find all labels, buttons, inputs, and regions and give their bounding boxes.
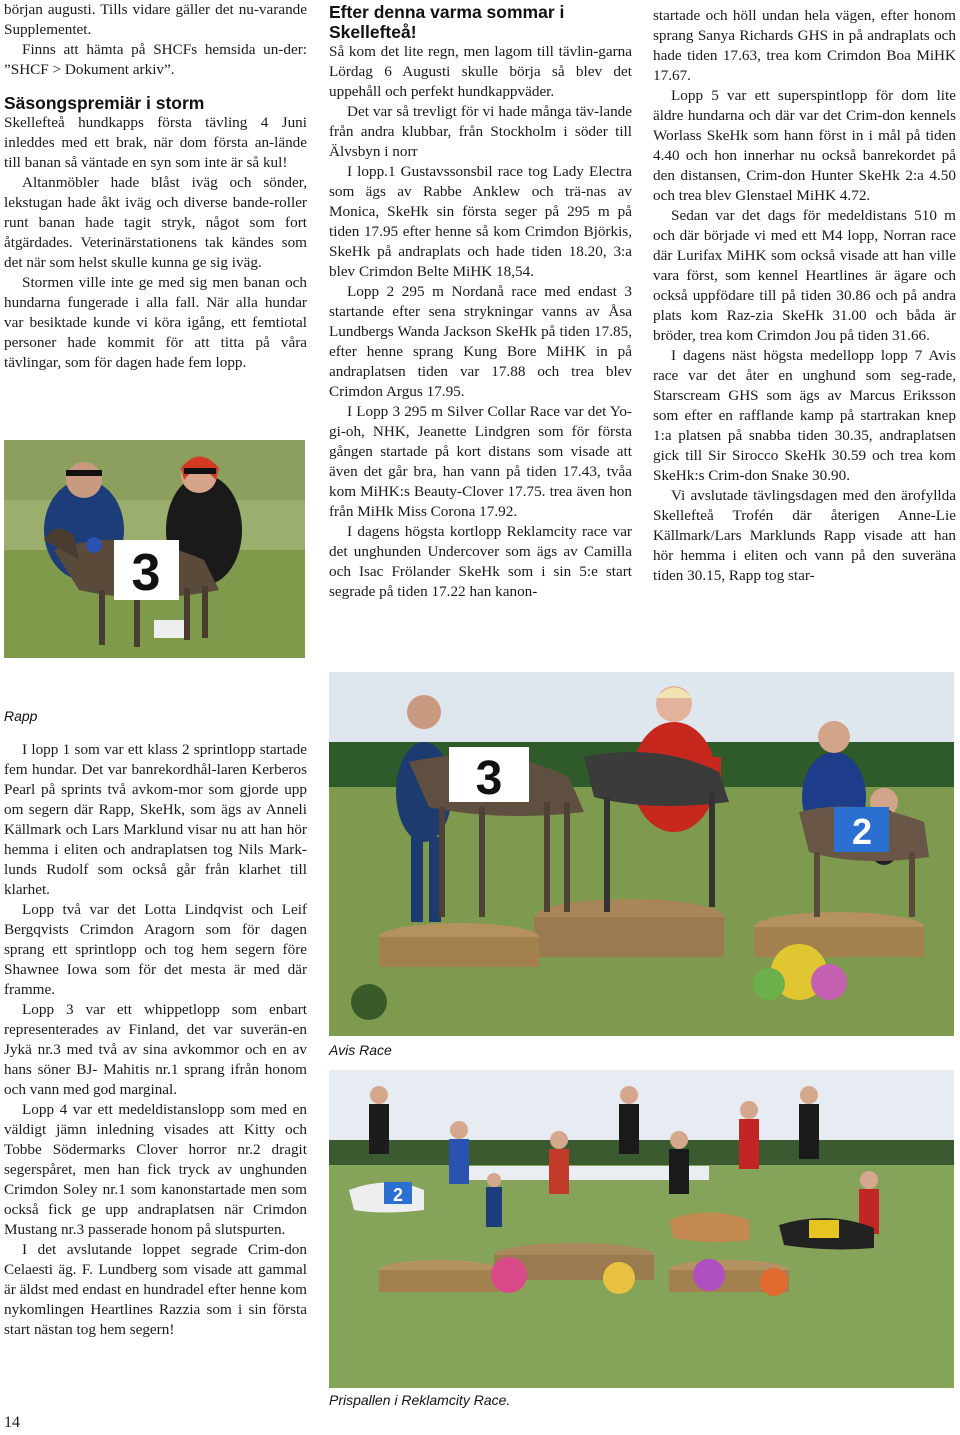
paragraph: Lopp 4 var ett medeldistanslopp som med en väldigt jämn inledning visades att Kitty och Tobbe Södermarks Clover horror nr.2 dragit segerspåret, men han fick tryck av unghunden Crimdon Soley nr.1 som kanonstartade men som också fick ge upp andraplatsen när Crimdon Mustang nr.3 passerade honom på slutspurten. [4,1101,307,1238]
paragraph: Stormen ville inte ge med sig men banan och hundarna fungerade i alla fall. När alla hundar var besiktade kunde vi köra igång, ett femtiotal personer hade kommit för att titta på våra tävlingar, som för dagen hade fem lopp. [4,274,307,371]
paragraph: Lopp 2 295 m Nordanå race med endast 3 startande efter sena strykningar vanns av Åsa Lundbergs Wanda Jackson SkeHk på tiden 17.85, efter henne sprang Kung Bore MiHK in på andraplatsen tiden var 17.88 och trea blev Crimdon Argus 17.95. [329,283,632,400]
paragraph: I lopp.1 Gustavssonsbil race tog Lady Electra som ägs av Rabbe Anklew och trä-nas av Monica, SkeHk sin första seger på 295 m på tiden 17.95 efter henne så kom Crimdon Björkis, SkeHk på andraplats och hade tiden 18.20, 3:a blev Crimdon Belte MiHK 18,54. [329,163,632,280]
paragraph: startade och höll undan hela vägen, efter honom sprang Sanya Richards GHS in på andraplats och hade tiden 17.63, trea kom Crimdon Boa MiHK 17.67. [653,7,956,84]
paragraph: Lopp 5 var ett superspintlopp för dom lite äldre hundarna och där var det Crim-don kennels Worlass SkeHk som hann först in i mål på tiden 4.40 och hon innerhar nu också banrekordet på den distansen, Crim-don Hunter SkeHk 2:a 4.50 och trea blev Glenstael MiHK 4.72. [653,87,956,204]
paragraph: Lopp två var det Lotta Lindqvist och Leif Bergqvists Crimdon Aragorn som för dagen sprang ett sprintlopp och tog hem segern före Shawnee Iowa som för det mesta är med där framme. [4,901,307,998]
heading-season-premiere: Säsongspremiär i storm [4,93,205,113]
caption-prispallen: Prispallen i Reklamcity Race. [329,1392,511,1408]
paragraph: Det var så trevligt för vi hade många täv-lande från andra klubbar, från Stockholm i söder till Älvsbyn i norr [329,103,632,160]
photo-prispallen [329,1070,954,1388]
caption-rapp: Rapp [4,708,38,724]
paragraph: I Lopp 3 295 m Silver Collar Race var det Yo-gi-oh, NHK, Jeanette Lindgren som för första gången startade på kort distans som visade att även det går bra, han vann på tiden 17.43, tvåa kom MiHK:s Beauty-Clover 17.75. trea även hon från MiHk Miss Corona 17.92. [329,403,632,520]
intro-paragraph-2: Finns att hämta på SHCFs hemsida un-der: ”SHCF > Dokument arkiv”. [4,41,307,78]
column-4 [4,740,307,1340]
paragraph: I det avslutande loppet segrade Crim-don Celaesti äg. F. Lundberg som visade att gammal är äldst med endast en hundradel efter henne kom nykomlingen Heartlines Razzia som i sin första start nästan tog hem segern! [4,1241,307,1338]
paragraph: Så kom det lite regn, men lagom till tävlin-garna Lördag 6 Augusti skulle börja så blev det uppehåll och perfekt hundkappväder. [329,43,632,100]
paragraph: Skellefteå hundkapps första tävling 4 Juni inleddes med ett brak, när dom första an-lände till banan så väntade en syn som inte är så kul! [4,114,307,171]
paragraph: Altanmöbler hade blåst iväg och sönder, lekstugan hade åkt iväg och diverse bande-roller runt banan hade tagit stryk, något som fort åtgärdades. Veterinärstationens tak kändes som det när som helst skulle kunna ge sig iväg. [4,174,307,271]
paragraph: I lopp 1 som var ett klass 2 sprintlopp startade fem hundar. Det var banrekordhål-laren Kerberos Pearl på sprints två avkom-mor som gjorde upp om segern där Rapp, SkeHk, som ägs av Anneli Källmark och Lars Marklund visar nu att han hör hemma i eliten och andraplatsen tog Nils Mark-lunds Rudolf som också går från klarhet till klarhet. [4,741,307,898]
paragraph: I dagens näst högsta medellopp lopp 7 Avis race var det åter en unghund som seg-rade, Starscream GHS som ägs av Marcus Eriksson som efter en rafflande kamp på startrakan knep 1:a platsen på snabba tiden 30.35, andraplatsen gick till Sir Sirocco SkeHk 30.59 och trea kom SkeHk:s Crim-don Snake 30.90. [653,347,956,484]
photo-rapp [4,440,305,658]
bib-number-group: 2 [392,1185,404,1205]
column-3 [653,6,956,586]
bib-number: 3 [131,544,161,602]
paragraph: Sedan var det dags för medeldistans 510 m och där började vi med ett M4 lopp, Norran race där Lurifax MiHK som också visade att han ville vara först, som kennel Heartlines är ägare och också uppfödare till på tiden 30.86 och på andra plats kom Raz-zia SkeHk 31.00 och båda är bröder, trea kom Crimdon Jou på tiden 31.66. [653,207,956,344]
paragraph: Lopp 3 var ett whippetlopp som enbart representerades av Finland, det var suverän-en Jykä nr.3 med två av sina avkommor och en av hans söner BJ- Mahitis nr.1 sprang ifrån honom och vann med god marginal. [4,1001,307,1098]
caption-avis-race: Avis Race [329,1042,392,1058]
bib-number-left: 3 [475,752,503,805]
column-1 [4,0,307,373]
photo-avis-race [329,672,954,1036]
column-2 [329,2,632,602]
page-number: 14 [4,1414,20,1431]
paragraph: Vi avslutade tävlingsdagen med den ärofyllda Skellefteå Trofén där återigen Anne-Lie Källmark/Lars Marklunds Rapp visade att han hör hemma i eliten och vann på den suveräna tiden 30.15, Rapp tog star- [653,487,956,584]
paragraph: I dagens högsta kortlopp Reklamcity race var det unghunden Undercover som ägs av Camilla och Isac Frölander SkeHk som i sin 5:e start segrade på tiden 17.22 han kanon- [329,523,632,600]
intro-paragraph-1: början augusti. Tills vidare gäller det nu-varande Supplementet. [4,1,307,38]
bib-number-right: 2 [851,811,873,852]
heading-after-summer: Efter denna varma sommar i Skellefteå! [329,2,565,42]
